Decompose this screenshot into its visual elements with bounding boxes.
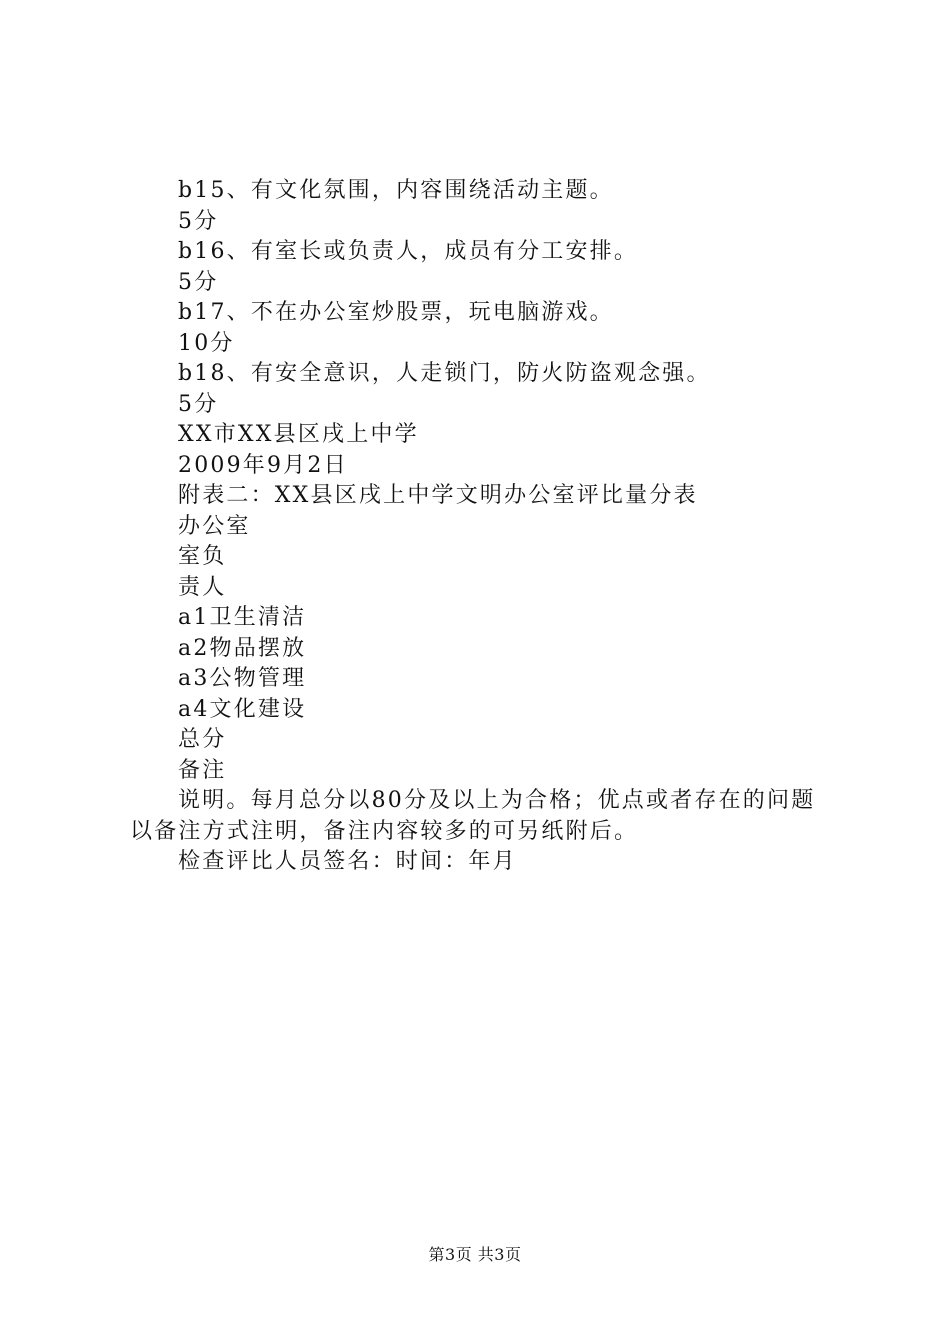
document-body bbox=[130, 176, 830, 878]
text-line-office-head-2: 责人 bbox=[178, 574, 227, 600]
text-line-office-head-1: 室负 bbox=[178, 544, 227, 569]
text-line-office: 办公室 bbox=[178, 513, 251, 539]
page-number-label: 第3页 共3页 bbox=[428, 1245, 522, 1264]
text-line-school-name: XX市XX县区戌上中学 bbox=[178, 422, 419, 447]
text-line-score: 5分 bbox=[178, 269, 219, 295]
text-line-appendix-title: 附表二：XX县区戌上中学文明办公室评比量分表 bbox=[178, 483, 698, 508]
text-line-a3: a3公物管理 bbox=[178, 666, 307, 691]
signature-line: 检查评比人员签名：时间：年月 bbox=[178, 849, 517, 874]
text-line-score: 10分 bbox=[178, 330, 235, 356]
text-line-b18: b18、有安全意识，人走锁门，防火防盗观念强。 bbox=[178, 361, 711, 386]
text-line-score: 5分 bbox=[178, 391, 219, 417]
text-line-b15: b15、有文化氛围，内容围绕活动主题。 bbox=[178, 178, 614, 203]
note-paragraph: 说明。每月总分以80分及以上为合格；优点或者存在的问题以备注方式注明，备注内容较多的可另纸附后。 bbox=[130, 788, 816, 844]
text-line-date: 2009年9月2日 bbox=[178, 452, 348, 478]
text-line-a1: a1卫生清洁 bbox=[178, 605, 307, 630]
page-footer bbox=[0, 1242, 950, 1265]
text-line-total: 总分 bbox=[178, 727, 227, 752]
text-line-remarks: 备注 bbox=[178, 757, 227, 783]
text-line-b17: b17、不在办公室炒股票，玩电脑游戏。 bbox=[178, 300, 614, 325]
text-line-a4: a4文化建设 bbox=[178, 696, 307, 722]
text-line-score: 5分 bbox=[178, 208, 219, 234]
text-line-b16: b16、有室长或负责人，成员有分工安排。 bbox=[178, 239, 639, 264]
text-line-a2: a2物品摆放 bbox=[178, 635, 307, 661]
